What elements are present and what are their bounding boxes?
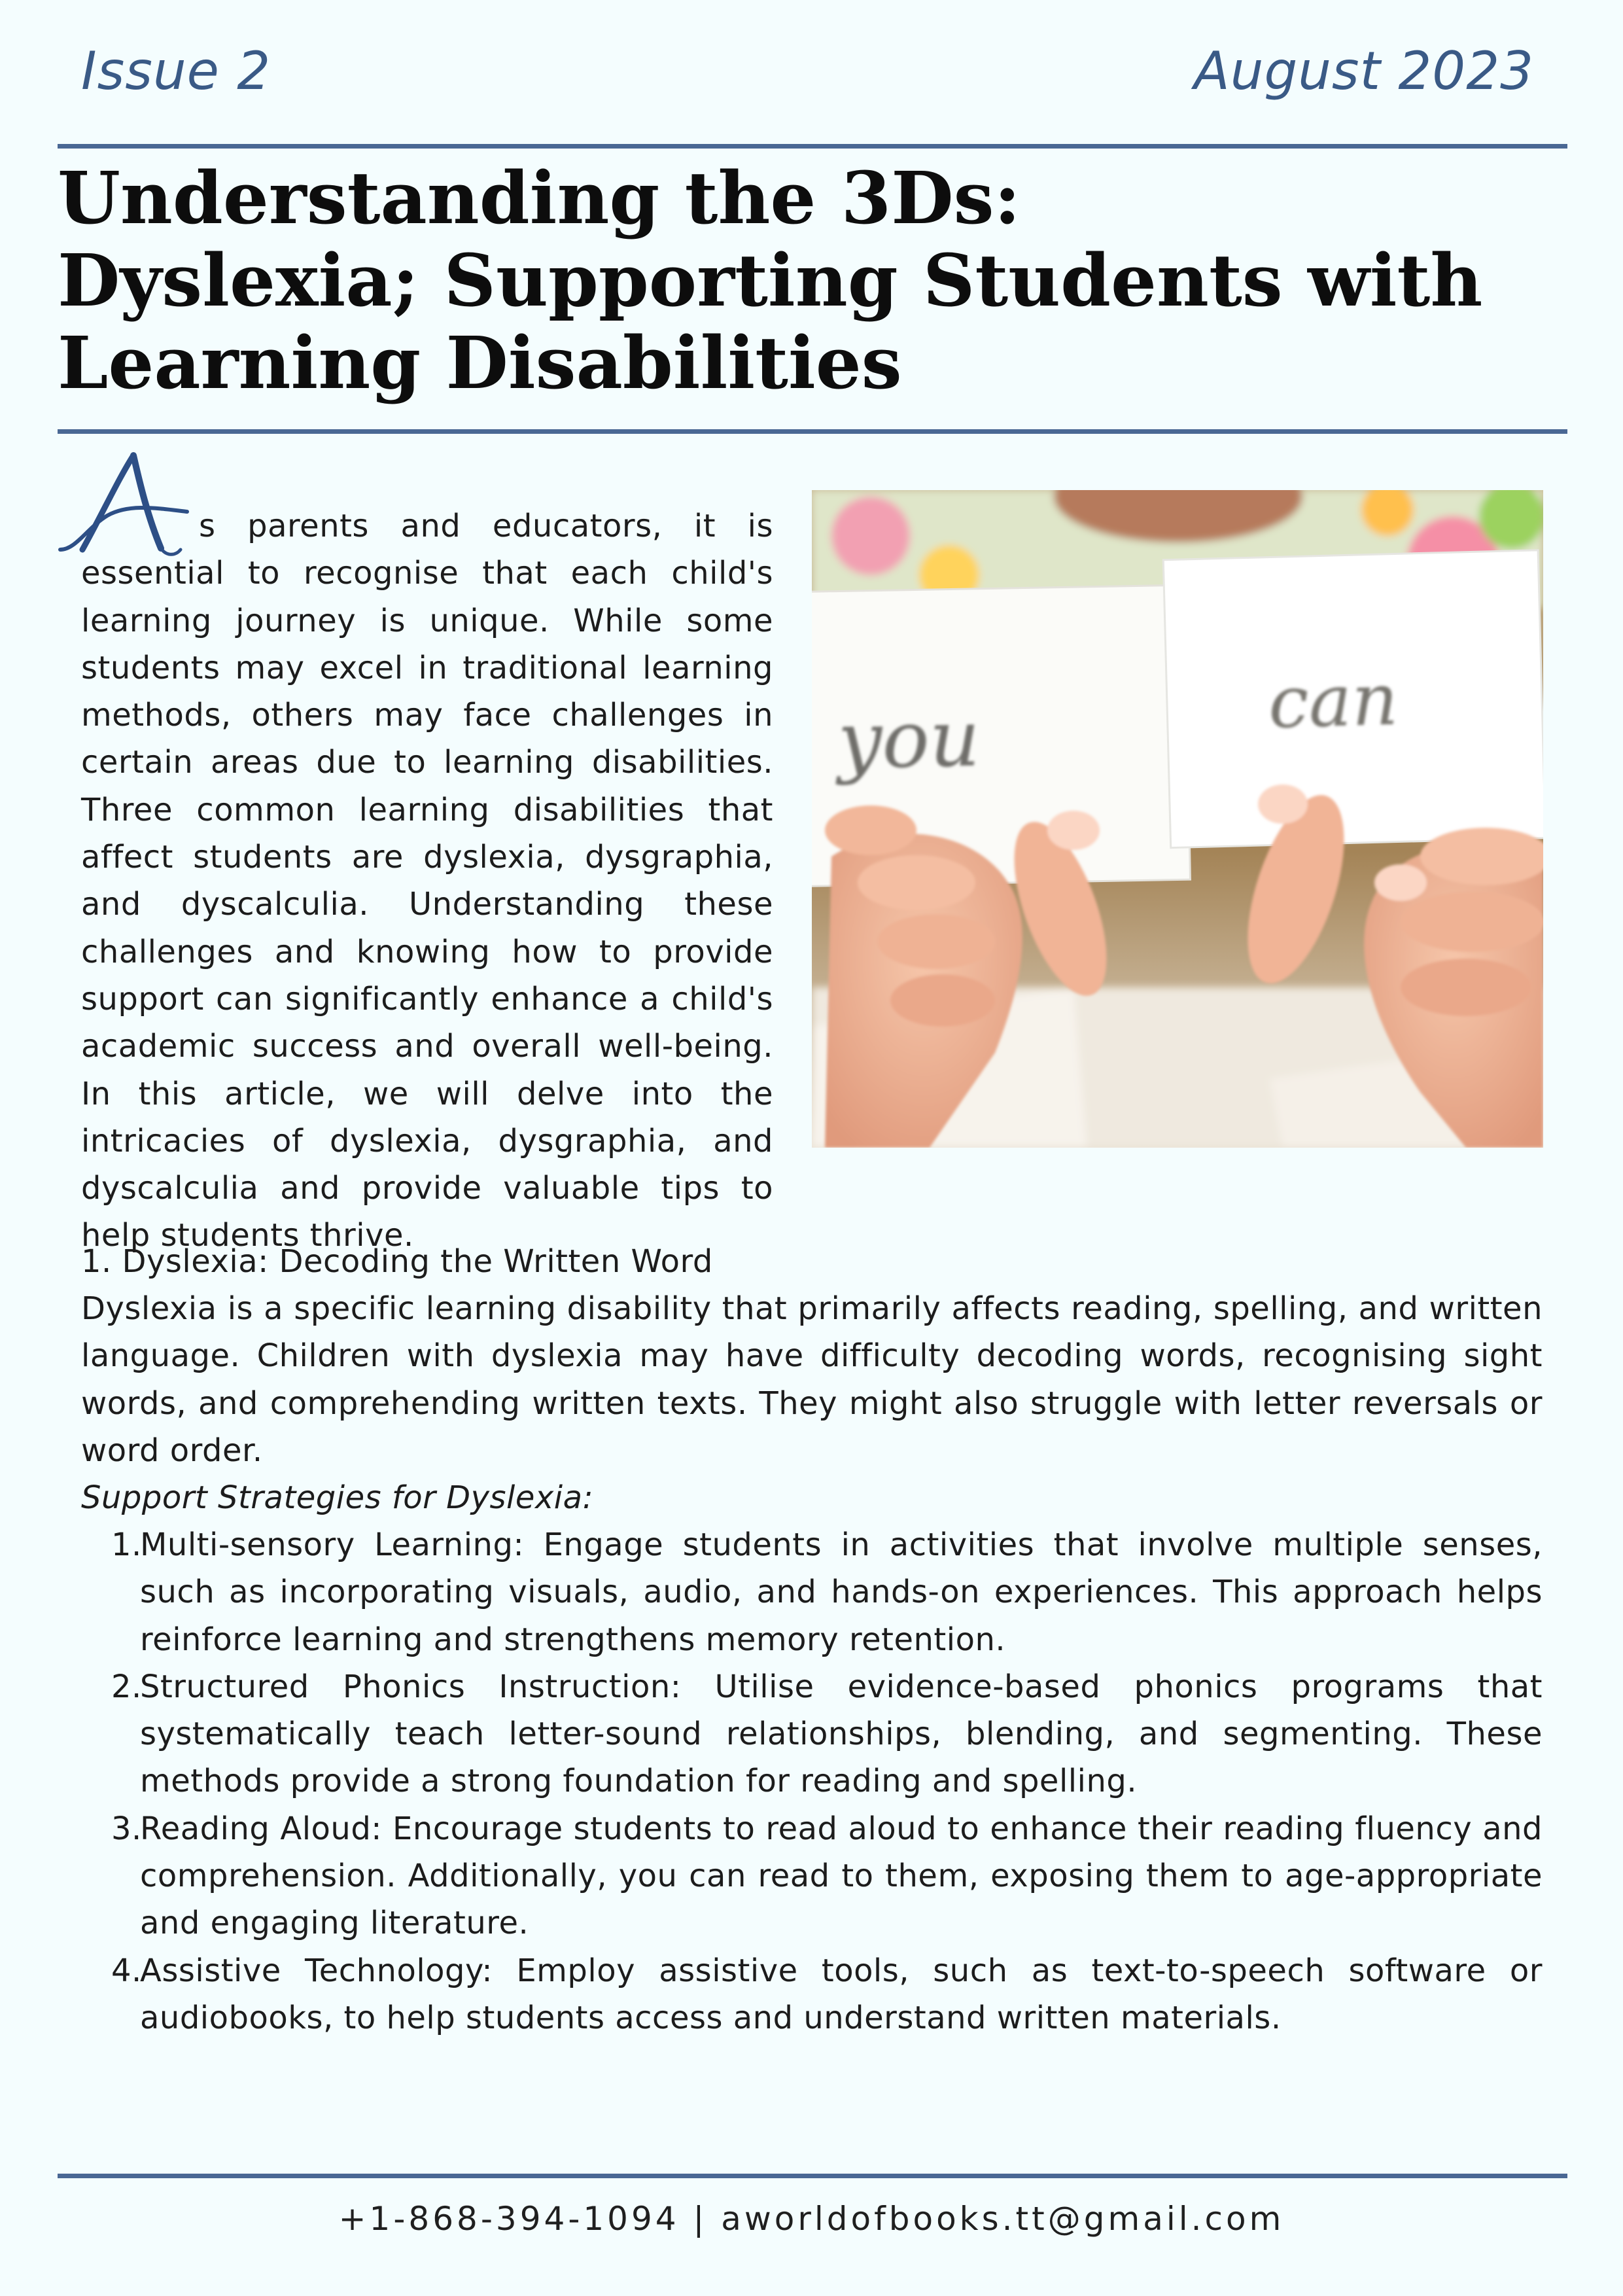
footer-rule <box>58 2174 1567 2178</box>
photo-illustration <box>812 490 1543 1148</box>
drop-cap <box>56 451 194 537</box>
list-item-text: Assistive Technology: Employ assistive tools, such as text-to-speech software or audiobooks, to help students access and understand written materials. <box>140 1952 1543 2036</box>
list-item-number: 1. <box>111 1527 142 1563</box>
card-can-text: can <box>1267 657 1399 745</box>
list-item <box>81 1805 1543 1947</box>
list-item-number: 3. <box>111 1810 142 1847</box>
title-line-3: Learning Disabilities <box>58 321 902 405</box>
footer-contact: +1-868-394-1094 | aworldofbooks.tt@gmail.com <box>338 2200 1285 2238</box>
title-line-1: Understanding the 3Ds: <box>58 156 1021 240</box>
word-cards-photo <box>812 490 1543 1148</box>
strategies-list <box>81 1521 1543 2041</box>
svg-text:A: A <box>56 451 58 452</box>
list-item-number: 4. <box>111 1952 142 1989</box>
issue-date: August 2023 <box>1194 41 1534 101</box>
intro-paragraph <box>56 451 773 1260</box>
title-line-2: Dyslexia; Supporting Students with <box>58 238 1483 323</box>
intro-text: s parents and educators, it is essential to recognise that each child's learning journey is unique. While some students may excel in traditional learning methods, others may face challenges in certain areas due to learning disabilities. Three common learning disabilities that affect students are dyslexia, dysgraphia, and dyscalculia. Understanding these challenges and knowing how to provide support can significantly enhance a child's academic success and overall well-being. In this article, we will delve into the intricacies of dyslexia, dysgraphia, and dyscalculia and provide valuable tips to help students thrive. <box>81 508 773 1254</box>
top-rule <box>58 144 1567 149</box>
list-item <box>81 1947 1543 2042</box>
list-item-text: Reading Aloud: Encourage students to read aloud to enhance their reading fluency and comprehension. Additionally, you can read to them, exposing them to age-appropriate and engaging literature. <box>140 1810 1543 1942</box>
list-item-text: Multi-sensory Learning: Engage students in activities that involve multiple senses, such as incorporating visuals, audio, and hands-on experiences. This approach helps reinforce learning and strengthens memory retention. <box>140 1527 1543 1658</box>
list-item-number: 2. <box>111 1668 142 1705</box>
list-item-text: Structured Phonics Instruction: Utilise evidence-based phonics programs that systematically teach letter-sound relationships, blending, and segmenting. These methods provide a strong foundation for reading and spelling. <box>140 1668 1543 1800</box>
section-body-dyslexia: Dyslexia is a specific learning disability that primarily affects reading, spelling, and written language. Children with dyslexia may have difficulty decoding words, recognising sight words, and comprehending written texts. They might also struggle with letter reversals or word order. <box>81 1290 1543 1469</box>
title-rule <box>58 429 1567 434</box>
list-item <box>81 1521 1543 1663</box>
drop-cap-a-glyph <box>56 451 194 563</box>
section-heading-dyslexia: 1. Dyslexia: Decoding the Written Word <box>81 1243 713 1280</box>
strategies-heading: Support Strategies for Dyslexia: <box>81 1479 594 1516</box>
issue-label: Issue 2 <box>81 41 271 101</box>
article-title <box>58 157 1575 404</box>
list-item <box>81 1663 1543 1805</box>
card-you-text: you <box>837 693 981 787</box>
